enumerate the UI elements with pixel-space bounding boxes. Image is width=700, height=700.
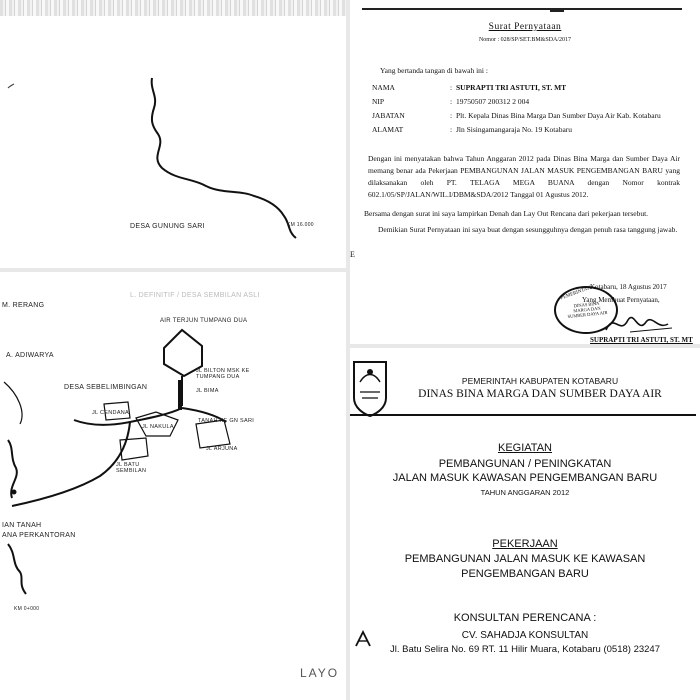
label-rerang: M. RERANG bbox=[2, 302, 45, 309]
letter-intro: Yang bertanda tangan di bawah ini : bbox=[380, 66, 488, 75]
label-perkantoran: ANA PERKANTORAN bbox=[2, 532, 76, 539]
konsultan-address: Jl. Batu Selira No. 69 RT. 11 Hilir Muara, Kotabaru (0518) 23247 bbox=[389, 644, 660, 655]
field-label: NIP bbox=[372, 97, 385, 106]
field-value: Plt. Kepala Dinas Bina Marga Dan Sumber Daya Air Kab. Kotabaru bbox=[456, 111, 661, 120]
konsultan-heading: KONSULTAN PERENCANA : bbox=[453, 612, 597, 624]
label-bilton: JL BILTON MSK KE TUMPANG DUA bbox=[196, 368, 250, 380]
label-desa-gunung-sari: DESA GUNUNG SARI bbox=[130, 223, 205, 230]
signature bbox=[600, 306, 680, 340]
label-km-bottom: KM 0+000 bbox=[14, 606, 40, 612]
letter-paragraph-1: Dengan ini menyatakan bahwa Tahun Anggaran 2012 pada Dinas Bina Marga dan Sumber Daya Air memang benar ada Pekerjaan PEMBANGUNAN JALAN MASUK PENGEMBANGAN BARU yang dilaksanakan oleh PT. TELAGA MEGA BUANA dengan Nomor kontrak 602.1/05/SP/JALAN/WIL.I/DBM&SDA/2012 Tanggal 01 Agustus 2012. bbox=[368, 154, 680, 199]
letter-signer-name: SUPRAPTI TRI ASTUTI, ST. MT bbox=[590, 336, 693, 344]
label-arjuna: JL ARJUNA bbox=[206, 446, 238, 452]
stamp-top-text: PEMERINTAH bbox=[560, 285, 592, 302]
map-top-panel bbox=[0, 0, 346, 268]
letter-top-mark bbox=[550, 4, 564, 12]
letter-paragraph-3: Demikian Surat Pernyataan ini saya buat dengan sesungguhnya dengan penuh rasa tanggung jawab. bbox=[378, 225, 678, 234]
label-layout: LAYO bbox=[300, 666, 340, 680]
cover-agency: DINAS BINA MARGA DAN SUMBER DAYA AIR bbox=[418, 388, 662, 400]
label-cendana: JL CENDANA bbox=[92, 410, 130, 416]
letter-nomor: Nomor : 028/SP/SET.BM&SDA/2017 bbox=[478, 37, 572, 43]
label-batu-sembilan: JL BATU SEMBILAN bbox=[116, 462, 147, 474]
field-separator: : bbox=[450, 97, 453, 106]
field-value: Jln Sisingamangaraja No. 19 Kotabaru bbox=[456, 125, 573, 134]
kegiatan-line-1: PEMBANGUNAN / PENINGKATAN bbox=[438, 458, 612, 470]
stamp-center-text: DINAS BINA MARGA DAN SUMBER DAYA AIR bbox=[567, 300, 608, 320]
field-value: 19750507 200312 2 004 bbox=[456, 97, 530, 106]
label-air-terjun: AIR TERJUN TUMPANG DUA bbox=[160, 318, 248, 324]
pekerjaan-heading: PEKERJAAN bbox=[492, 538, 558, 550]
letter-title: Surat Pernyataan bbox=[488, 22, 562, 32]
label-desa-sebelimbingan: DESA SEBELIMBINGAN bbox=[64, 384, 148, 391]
field-separator: : bbox=[450, 83, 453, 92]
pekerjaan-line-1: PEMBANGUNAN JALAN MASUK KE KAWASAN bbox=[404, 553, 646, 565]
letter-stray-mark: E bbox=[350, 250, 355, 259]
field-separator: : bbox=[450, 111, 453, 120]
letter-top-border bbox=[362, 8, 682, 10]
label-tanah: IAN TANAH bbox=[2, 522, 42, 529]
letter-signer-role: Yang Membuat Pernyataan, bbox=[582, 296, 660, 304]
label-bima: JL BIMA bbox=[196, 388, 219, 394]
label-nakula: JL NAKULA bbox=[142, 424, 174, 430]
label-top-faded: L. DEFINITIF / DESA SEMBILAN ASLI bbox=[130, 292, 260, 299]
cover-gov: PEMERINTAH KABUPATEN KOTABARU bbox=[461, 376, 619, 386]
kegiatan-heading: KEGIATAN bbox=[498, 442, 552, 454]
letter-paragraph-2: Bersama dengan surat ini saya lampirkan Denah dan Lay Out Rencana dari pekerjaan tersebut. bbox=[364, 209, 649, 218]
tahun-anggaran: TAHUN ANGGARAN 2012 bbox=[480, 488, 570, 497]
label-km-end: KM 16.000 bbox=[287, 222, 314, 228]
map-bottom-panel bbox=[0, 272, 346, 700]
kegiatan-line-2: JALAN MASUK KAWASAN PENGEMBANGAN BARU bbox=[392, 472, 658, 484]
field-label: NAMA bbox=[372, 83, 395, 92]
letter-place-date: Kotabaru, 18 Agustus 2017 bbox=[590, 283, 667, 291]
road-network bbox=[0, 272, 346, 700]
field-label: ALAMAT bbox=[372, 125, 404, 134]
letter-panel bbox=[350, 0, 700, 344]
field-label: JABATAN bbox=[372, 111, 405, 120]
field-separator: : bbox=[450, 125, 453, 134]
pekerjaan-line-2: PENGEMBANGAN BARU bbox=[461, 568, 589, 580]
cover-panel bbox=[350, 348, 700, 700]
field-value: SUPRAPTI TRI ASTUTI, ST. MT bbox=[456, 83, 567, 92]
label-adiwarya: A. ADIWARYA bbox=[6, 352, 54, 359]
label-tanah-gn-sari: TANAH KE GN SARI bbox=[198, 418, 255, 424]
konsultan-name: CV. SAHADJA KONSULTAN bbox=[461, 630, 589, 641]
